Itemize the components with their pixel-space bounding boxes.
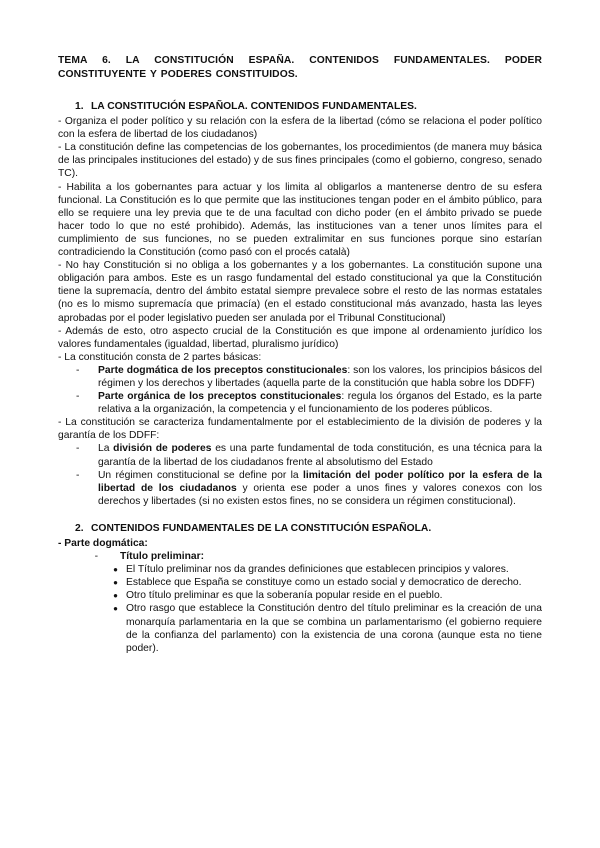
part-label: - Parte dogmática: [58,538,148,549]
sub-heading-item [58,550,542,563]
bold-term: división de poderes [113,443,212,455]
bold-term: Parte dogmática de los preceptos constitucionales [98,364,348,376]
list-item: ● Otro título preliminar es que la soberanía popular reside en el pueblo. [58,589,542,602]
section-2-heading [58,522,542,535]
bullet-icon: ● [113,578,118,588]
bullet-list [58,563,542,655]
dash-marker: - [76,443,80,455]
bullet-icon: ● [113,565,118,575]
bold-term: Parte orgánica de los preceptos constitucionales [98,391,342,403]
section-1-number: 1. [75,101,84,112]
list-item: - La división de poderes es una parte fundamental de toda constitución, es una técnica para la garantía de la libertad de los ciudadanos frente al absolutismo del Estado [58,442,542,468]
dash-marker: - [76,364,80,376]
list-item: - Parte orgánica de los preceptos constitucionales: regula los órganos del Estado, es la parte relativa a la organización, la competencia y el funcionamiento de los poderes públicos. [58,390,542,416]
dash-marker: - [76,391,80,403]
bold-term: limitación del poder político por la esfera de la libertad de los ciudadanos [98,469,542,494]
section-1-title: LA CONSTITUCIÓN ESPAÑOLA. CONTENIDOS FUNDAMENTALES. [91,101,417,112]
parts-list [58,364,542,416]
list-item: ● El Título preliminar nos da grandes definiciones que establecen principios y valores. [58,563,542,576]
list-item: - Parte dogmática de los preceptos constitucionales: son los valores, los principios básicos del régimen y los derechos y libertades (aquella parte de la constitución que habla sobre los DDFF) [58,364,542,390]
paragraph: - Además de esto, otro aspecto crucial de la Constitución es que impone al ordenamiento jurídico los valores fundamentales (igualdad, libertad, pluralismo jurídico) [58,325,542,350]
division-list [58,442,542,507]
list-item: ● Otro rasgo que establece la Constitución dentro del título preliminar es la creación de una monarquía parlamentaria en la que se combina un parlamentarismo (el gobierno requiere de la confianza del parlamento) con la existencia de una corona (aunque esta no tiene poder). [58,602,542,654]
list-item: - Un régimen constitucional se define por la limitación del poder político por la esfera de la libertad de los ciudadanos y orienta ese poder a unos fines y valores conexos con los derechos y libertades (si no existen estos fines, no se considera un régimen constitucional). [58,469,542,508]
section-1-heading [58,100,542,113]
paragraph: - La constitución define las competencias de los gobernantes, los procedimientos (de manera muy básica de las principales instituciones del estado) y de sus fines principales (como el gobierno, congreso, senado TC). [58,142,542,180]
paragraph: - Organiza el poder político y su relación con la esfera de la libertad (cómo se relaciona el poder político con la esfera de libertad de los ciudadanos) [58,116,542,141]
section-2-title: CONTENIDOS FUNDAMENTALES DE LA CONSTITUCIÓN ESPAÑOLA. [91,522,432,534]
document-content [58,54,542,655]
bullet-icon: ● [113,604,118,614]
paragraph: - La constitución se caracteriza fundamentalmente por el establecimiento de la división de poderes y la garantía de los DDFF: [58,417,542,442]
section-2-number: 2. [75,522,84,534]
list-item: ● Establece que España se constituye como un estado social y democratico de derecho. [58,576,542,589]
paragraph: - Habilita a los gobernantes para actuar y los limita al obligarlos a mantenerse dentro de su esfera funcional. La Constitución es lo que permite que las instituciones tengan poder en el ámbito público, para ello se requiere una ley previa que te de una facultad con dicho poder (en el ámbito privado se puede hacer todo lo que no esté prohibido). Además, las instituciones van a tener unos límites para el cumplimiento de sus funciones, no se pueden extralimitar en sus funciones porque sino estarían contradiciendo la Constitución (como pasó con el procés català) [58,181,542,259]
sub-heading: Título preliminar: [120,551,205,563]
dash-marker: - [76,469,80,481]
document-title: TEMA 6. LA CONSTITUCIÓN ESPAÑA. CONTENIDOS FUNDAMENTALES. PODER CONSTITUYENTE Y PODERES CONSTITUIDOS. [58,55,542,80]
paragraph: - No hay Constitución si no obliga a los gobernantes y a los gobernantes. La constitución supone una obligación para ambos. Este es un rasgo fundamental del estado constitucional ya que la Constitución tiene la supremacía, dentro del ámbito estatal siempre prevalece sobre el resto de las normas estatales (no es lo mismo supremacía que primacía) (en el estado constitucional más avanzado, hasta las leyes aprobadas por el poder legislativo pueden ser anulada por el Tribunal Constitucional) [58,260,542,324]
bullet-icon: ● [113,591,118,601]
dash-marker: - [94,551,98,563]
paragraph: - La constitución consta de 2 partes básicas: [58,351,262,363]
